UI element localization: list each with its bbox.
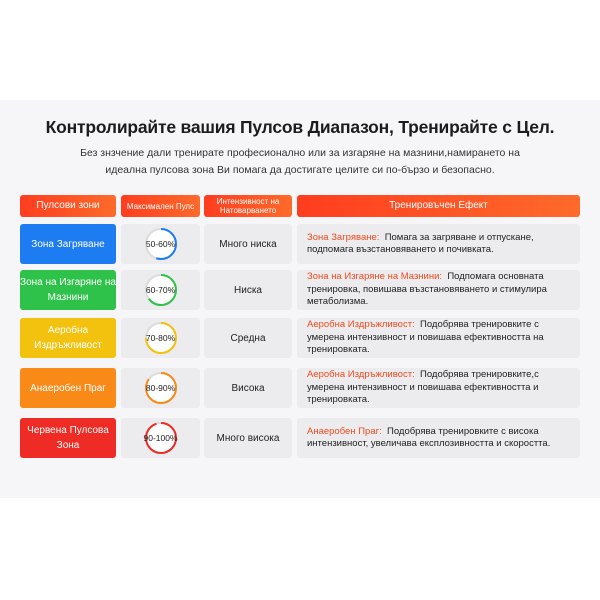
effect-text: Подобрява тренировките,с умерена интензивност и повишава ефективността и тренировката. — [307, 369, 539, 406]
pulse-value: 50-60% — [145, 239, 176, 249]
effect-description — [297, 270, 580, 310]
effect-title: Аеробна Издръжливост: — [307, 369, 415, 381]
pulse-gauge — [144, 371, 178, 405]
pulse-value: 80-90% — [145, 383, 176, 393]
intensity-value: Много висока — [216, 432, 280, 444]
pulse-value: 60-70% — [145, 285, 176, 295]
pulse-value: 90-100% — [143, 433, 178, 443]
effect-description — [297, 224, 580, 264]
intensity-value: Много ниска — [219, 238, 277, 250]
pulse-gauge — [144, 321, 178, 355]
header-max-pulse: Максимален Пулс — [121, 195, 200, 217]
pulse-gauge — [144, 421, 178, 455]
effect-description — [297, 418, 580, 458]
intensity-value: Висока — [231, 382, 265, 394]
effect-description — [297, 318, 580, 358]
page-subtitle — [60, 145, 540, 179]
effect-text: Подобрява тренировките с умерена интензивност и повишава ефективността на тренировката. — [307, 319, 544, 356]
max-pulse — [121, 368, 200, 408]
zone-label: Зона на Изгаряне на Мазнини — [20, 270, 116, 310]
max-pulse — [121, 418, 200, 458]
max-pulse — [121, 224, 200, 264]
pulse-value: 70-80% — [145, 333, 176, 343]
zone-label: Червена Пулсова Зона — [20, 418, 116, 458]
effect-title: Зона на Изгаряне на Мазнини: — [307, 271, 443, 283]
effect-text: Подпомага основната тренировка, повишава възстановяването и стимулира метаболизма. — [307, 271, 547, 308]
page-title: Контролирайте вашия Пулсов Диапазон, Тренирайте с Цел. — [45, 117, 555, 137]
zone-label: Зона Загряване — [20, 224, 116, 264]
header-intensity: Интензивност на Натоварването — [204, 195, 292, 217]
intensity-value: Средна — [230, 332, 266, 344]
subtitle-line-2: идеална пулсова зона Ви помага да достигате целите си по-бързо и безопасно. — [105, 164, 495, 176]
intensity-value: Ниска — [234, 284, 262, 296]
effect-text: Подобрява тренировките с висока интензивност, увеличава експлозивността и скоростта. — [307, 425, 551, 449]
zone-label: Анаеробен Праг — [20, 368, 116, 408]
max-pulse — [121, 270, 200, 310]
effect-description — [297, 368, 580, 408]
effect-title: Анаеробен Праг: — [307, 425, 382, 437]
zone-label: Аеробна Издръжливост — [20, 318, 116, 358]
max-pulse — [121, 318, 200, 358]
pulse-gauge — [144, 273, 178, 307]
header-effect: Тренировъчен Ефект — [297, 195, 580, 217]
header-zones: Пулсови зони — [20, 195, 116, 217]
effect-text: Помага за загряване и отпускане, подпомага възстановяването и почивката. — [307, 231, 534, 255]
effect-title: Зона Загряване: — [307, 231, 380, 243]
effect-title: Аеробна Издръжливост: — [307, 319, 415, 331]
pulse-gauge — [144, 227, 178, 261]
subtitle-line-1: Без знзчение дали тренирате професионално или за изгаряне на мазнини,намирането на — [80, 147, 520, 159]
